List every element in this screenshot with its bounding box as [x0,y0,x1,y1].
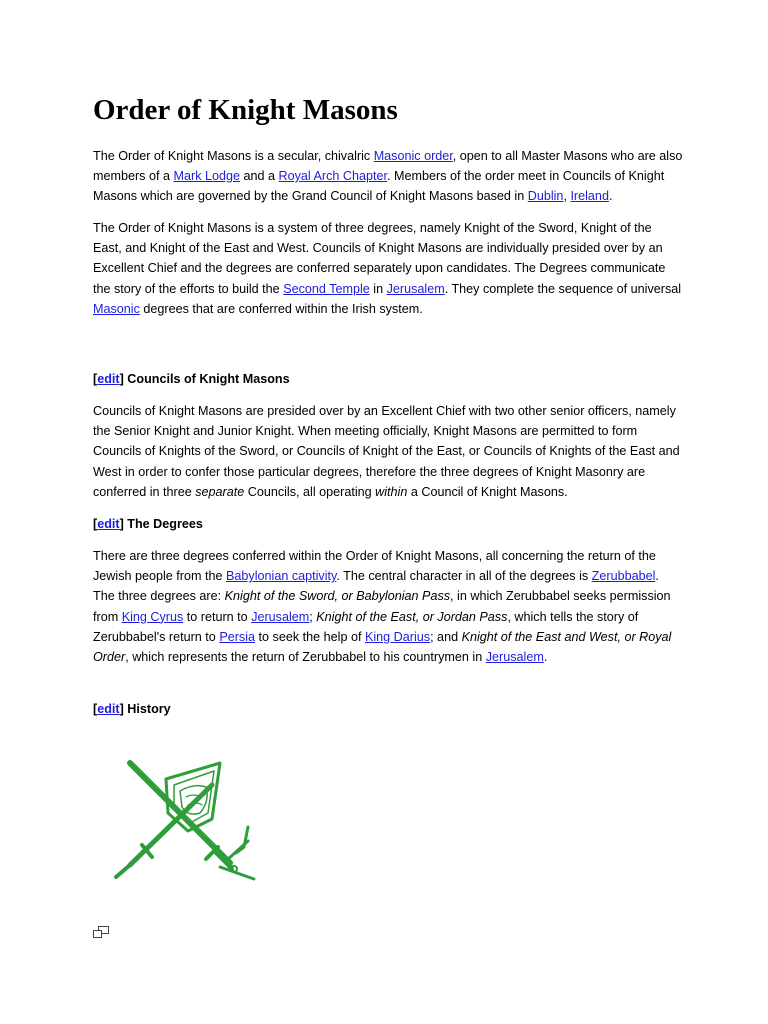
bracket: [ [93,702,98,716]
link-king-darius[interactable]: King Darius [364,629,431,644]
link-jerusalem[interactable]: Jerusalem [386,281,445,296]
resize-icon[interactable] [93,926,109,938]
text: ; and [430,629,462,644]
edit-link[interactable]: edit [97,372,120,386]
link-zerubbabel[interactable]: Zerubbabel [591,569,656,584]
text: . [543,650,548,665]
degrees-overview-paragraph [93,218,683,319]
edit-link[interactable]: edit [97,517,120,531]
degrees-paragraph [93,546,683,667]
section-heading-councils [93,369,290,389]
text: a Council of Knight Masons. [407,484,568,499]
text: . The central character in all of the degrees is [336,569,592,584]
text: , in which Zerubbabel seeks permission from [93,589,671,624]
text: to seek the help of [255,629,365,644]
intro-paragraph [93,146,683,207]
bracket: ] [119,702,124,716]
bracket: [ [93,517,98,531]
text: There are three degrees conferred within the Order of Knight Masons, all concerning the return of the Jewish people from the [93,549,656,584]
italic-text: Knight of the East, or Jordan Pass [316,609,508,624]
link-second-temple[interactable]: Second Temple [283,281,370,296]
text: . Members of the order meet in Councils of Knight Masons which are governed by the Grand Council of Knight Masons based in [93,169,665,204]
crossed-swords-emblem [108,757,260,883]
text: Councils of Knight Masons are presided over by an Excellent Chief with two other senior officers, namely the Senior Knight and Junior Knight. When meeting officially, Knight Masons are permitted to form Councils of Knights of the Sword, or Councils of Knight of the East, or Councils of Knights of the East and West in order to confer those particular degrees, therefore the three degrees of Knight Masonry are conferred in three [93,404,680,499]
italic-text: Knight of the Sword, or Babylonian Pass [224,589,451,604]
text: The Order of Knight Masons is a secular, chivalric [93,149,374,163]
text: . The three degrees are: [93,569,659,604]
text: . [608,189,613,204]
text: , which represents the return of Zerubbabel to his countrymen in [125,650,486,665]
heading-text: Councils of Knight Masons [123,372,290,386]
text: The Order of Knight Masons is a system of three degrees, namely Knight of the Sword, Knight of the East, and Knight of the East and West. Councils of Knight Masons are individually presided over by an Excellent Chief and the degrees are conferred separately upon candidates. The Degrees communicate the story of the efforts to build the [93,221,666,296]
link-jerusalem[interactable]: Jerusalem [485,650,544,665]
link-mark-lodge[interactable]: Mark Lodge [173,169,241,184]
link-masonic[interactable]: Masonic [93,301,140,316]
section-heading-degrees [93,514,203,534]
text: in [369,281,387,296]
text: , open to all Master Masons who are also members of a [93,149,683,184]
edit-link[interactable]: edit [97,702,120,716]
italic-text: Knight of the East and West, or Royal Order [93,629,672,665]
link-royal-arch-chapter[interactable]: Royal Arch Chapter [278,169,388,184]
text: , [563,189,571,204]
text: Councils, all operating [244,484,376,499]
link-masonic-order[interactable]: Masonic order [373,149,453,163]
bracket: [ [93,372,98,386]
link-king-cyrus[interactable]: King Cyrus [121,609,184,624]
bracket: ] [119,372,124,386]
link-persia[interactable]: Persia [219,629,256,644]
text: . They complete the sequence of universal [444,281,682,296]
link-dublin[interactable]: Dublin [527,189,564,204]
text: ; [309,609,317,624]
page-title: Order of Knight Masons [93,94,398,126]
text: degrees that are conferred within the Irish system. [139,301,423,316]
link-ireland[interactable]: Ireland [570,189,609,204]
councils-paragraph [93,401,683,502]
heading-text: The Degrees [123,517,203,531]
heading-text: History [123,702,171,716]
text: to return to [183,609,252,624]
bracket: ] [119,517,124,531]
link-babylonian-captivity[interactable]: Babylonian captivity [226,569,337,584]
text: and a [240,169,279,184]
link-jerusalem[interactable]: Jerusalem [251,609,310,624]
italic-text: separate [195,484,245,499]
italic-text: within [375,484,408,499]
text: , which tells the story of Zerubbabel's return to [93,609,639,644]
section-heading-history [93,699,171,719]
